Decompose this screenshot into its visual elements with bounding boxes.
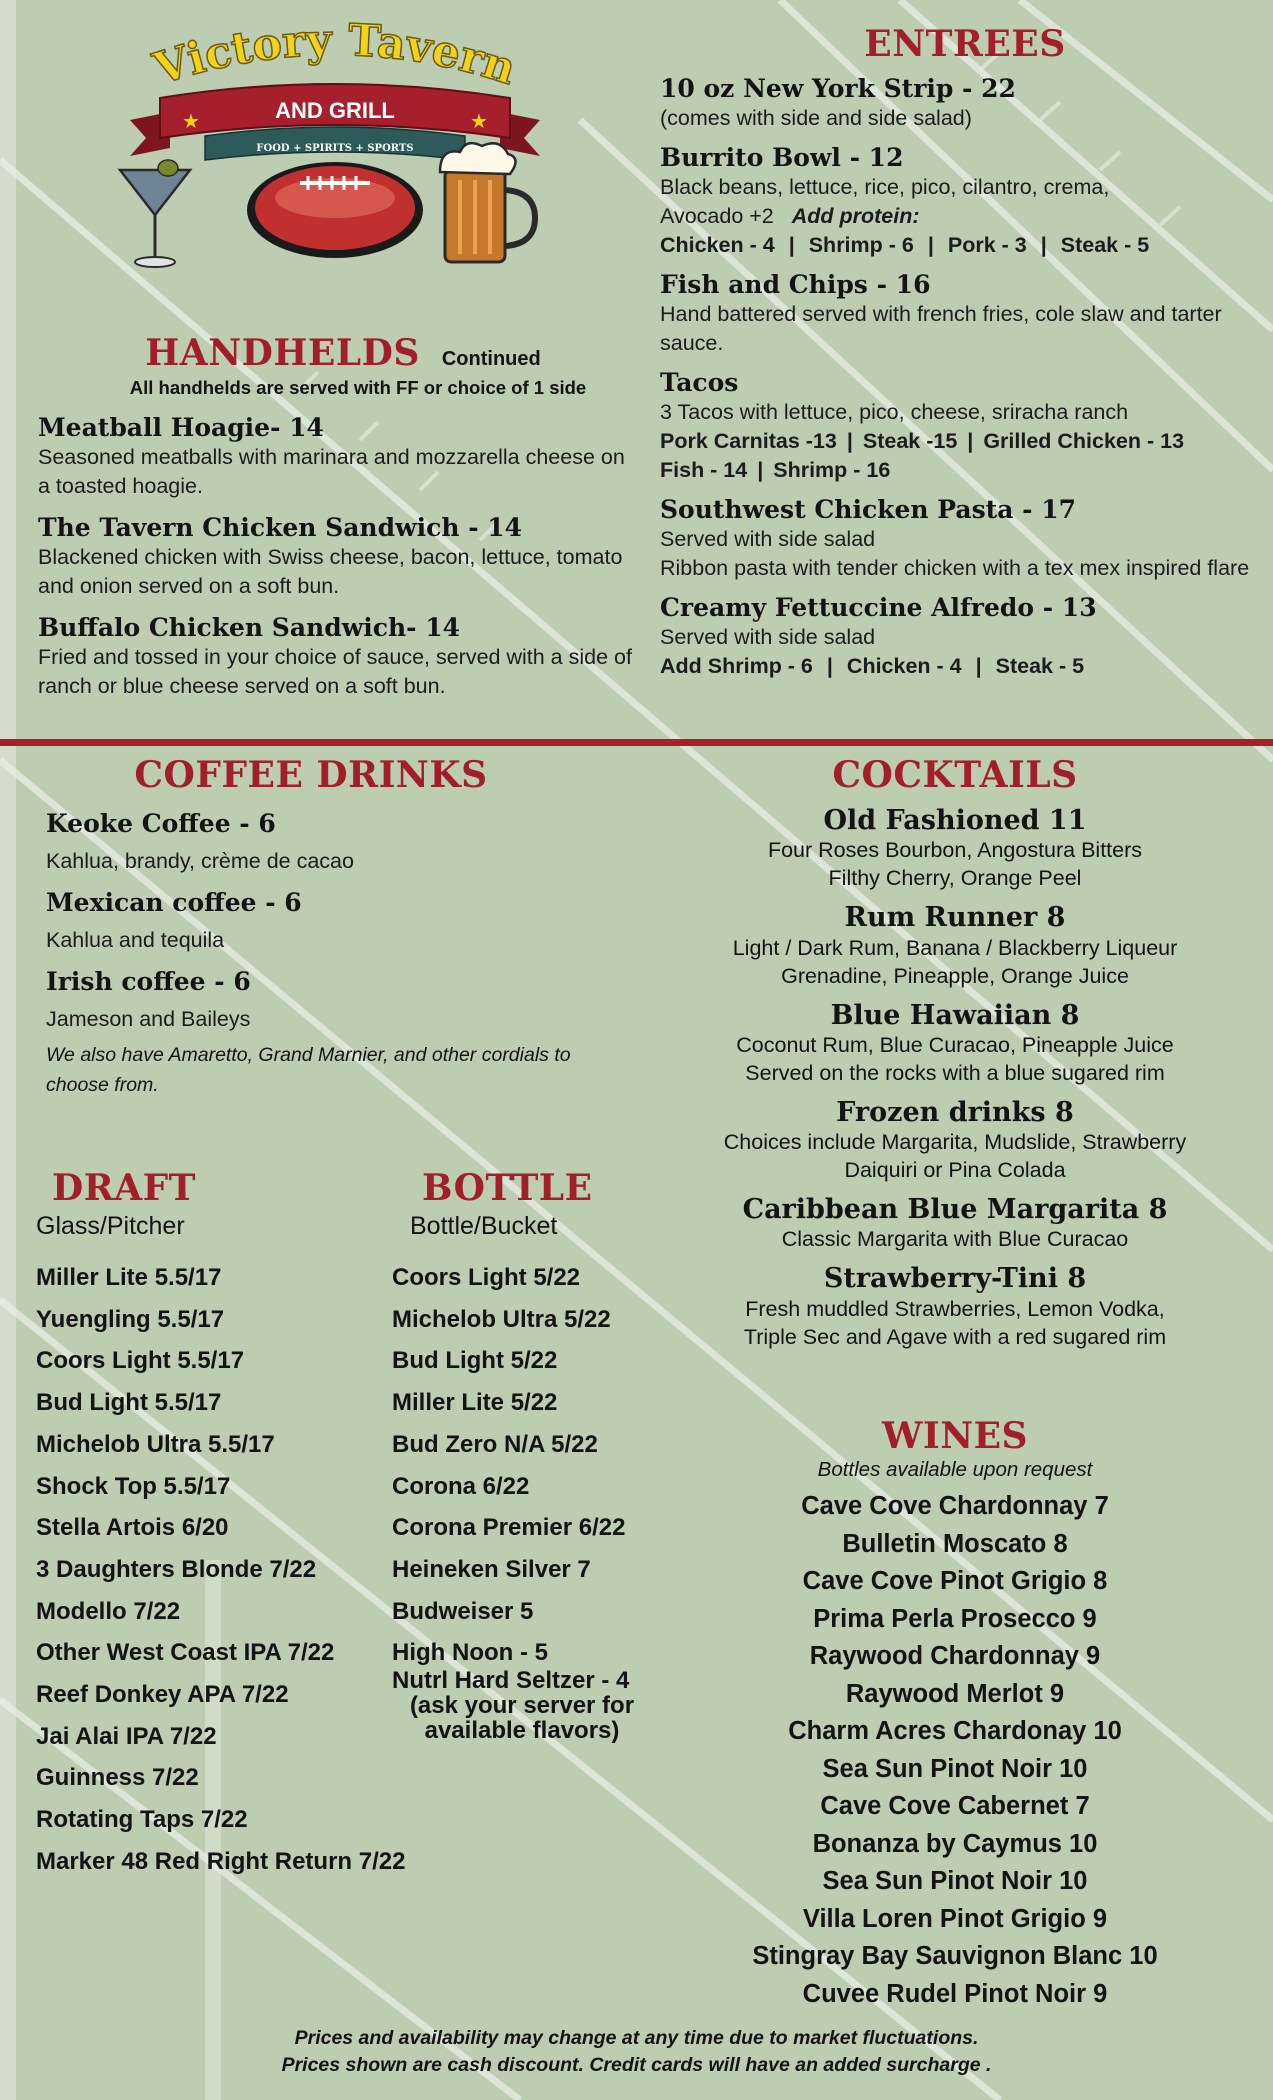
list-item: Budweiser 5 bbox=[392, 1597, 534, 1625]
menu-item bbox=[38, 613, 638, 701]
add-protein-label: Add protein: bbox=[791, 204, 920, 229]
cocktails-title: COCKTAILS bbox=[832, 754, 1078, 796]
cocktails-section bbox=[690, 754, 1220, 1361]
item-name: Caribbean Blue Margarita 8 bbox=[742, 1194, 1168, 1226]
list-item: Bulletin Moscato 8 bbox=[842, 1529, 1068, 1558]
item-name: Burrito Bowl - 12 bbox=[660, 143, 904, 173]
item-name: Creamy Fettuccine Alfredo - 13 bbox=[660, 593, 1097, 623]
list-item: Prima Perla Prosecco 9 bbox=[813, 1604, 1097, 1633]
footer-disclaimer bbox=[0, 2025, 1273, 2080]
logo-title: Victory Tavern bbox=[148, 20, 522, 96]
protein-options bbox=[660, 231, 1260, 260]
item-name: Mexican coffee - 6 bbox=[46, 888, 302, 918]
section-divider bbox=[0, 739, 1273, 746]
menu-item bbox=[690, 902, 1220, 990]
option: Steak -15 bbox=[862, 429, 958, 454]
menu-item bbox=[660, 495, 1260, 583]
item-desc-extra bbox=[660, 202, 1260, 231]
option: Steak - 5 bbox=[1060, 233, 1150, 258]
item-name: The Tavern Chicken Sandwich - 14 bbox=[38, 513, 523, 543]
seltzer-name: Nutrl Hard Seltzer - 4 bbox=[392, 1667, 630, 1695]
list-item: Stella Artois 6/20 bbox=[36, 1514, 229, 1542]
list-item: Michelob Ultra 5/22 bbox=[392, 1305, 611, 1333]
item-desc-line: Triple Sec and Agave with a red sugared rim bbox=[743, 1324, 1167, 1349]
menu-item bbox=[690, 805, 1220, 893]
list-item: Raywood Chardonnay 9 bbox=[809, 1642, 1101, 1670]
menu-item bbox=[660, 74, 1260, 133]
list-item: Miller Lite 5.5/17 bbox=[36, 1264, 222, 1291]
list-item: Bud Zero N/A 5/22 bbox=[392, 1430, 598, 1458]
seltzer-note-line: available flavors) bbox=[424, 1717, 620, 1745]
item-served: Served with side salad bbox=[660, 527, 876, 552]
list-item: Modello 7/22 bbox=[36, 1597, 181, 1625]
item-desc-line: Coconut Rum, Blue Curacao, Pineapple Juice bbox=[736, 1032, 1174, 1057]
taco-options bbox=[660, 427, 1260, 456]
handhelds-section bbox=[38, 332, 638, 713]
list-item: Miller Lite 5/22 bbox=[392, 1389, 558, 1417]
football-icon bbox=[247, 162, 423, 258]
option: Shrimp - 6 bbox=[808, 233, 914, 258]
separator: | bbox=[967, 429, 974, 454]
seltzer-item bbox=[392, 1668, 652, 1744]
menu-item bbox=[690, 1097, 1220, 1185]
option: Pork - 3 bbox=[947, 233, 1027, 258]
item-desc: Black beans, lettuce, rice, pico, cilantro, crema, bbox=[660, 175, 1110, 200]
list-item: Jai Alai IPA 7/22 bbox=[36, 1722, 217, 1750]
martini-glass-icon bbox=[120, 160, 190, 267]
menu-item bbox=[660, 143, 1260, 260]
wines-section bbox=[690, 1415, 1220, 2013]
coffee-title: COFFEE DRINKS bbox=[134, 754, 488, 796]
item-desc: (comes with side and side salad) bbox=[660, 106, 972, 130]
list-item: Corona 6/22 bbox=[392, 1472, 530, 1500]
item-desc: Blackened chicken with Swiss cheese, bacon, lettuce, tomato and onion served on a soft bun. bbox=[38, 545, 623, 599]
handhelds-subtitle: All handhelds are served with FF or choice of 1 side bbox=[129, 377, 587, 398]
menu-item bbox=[46, 888, 646, 955]
draft-title: DRAFT bbox=[52, 1167, 196, 1209]
list-item: 3 Daughters Blonde 7/22 bbox=[36, 1555, 317, 1583]
item-name: Blue Hawaiian 8 bbox=[830, 999, 1080, 1031]
item-desc: 3 Tacos with lettuce, pico, cheese, sriracha ranch bbox=[660, 400, 1129, 425]
coffee-drinks-section bbox=[46, 754, 646, 1100]
item-name: Tacos bbox=[660, 368, 739, 398]
list-item: Bud Light 5/22 bbox=[392, 1347, 558, 1375]
list-item: Sea Sun Pinot Noir 10 bbox=[822, 1867, 1088, 1895]
wine-list bbox=[690, 1488, 1220, 2013]
menu-item bbox=[660, 368, 1260, 485]
separator: | bbox=[826, 654, 833, 679]
handhelds-title: HANDHELDS bbox=[145, 332, 420, 374]
footer-line: Prices shown are cash discount. Credit cards will have an added surcharge . bbox=[281, 2054, 992, 2077]
footer-line: Prices and availability may change at any time due to market fluctuations. bbox=[294, 2027, 979, 2049]
bottle-title: BOTTLE bbox=[422, 1167, 593, 1209]
menu-item bbox=[660, 270, 1260, 358]
bottle-section bbox=[392, 1167, 672, 1745]
svg-text:★: ★ bbox=[470, 109, 488, 133]
item-desc-line: Fresh muddled Strawberries, Lemon Vodka, bbox=[745, 1296, 1165, 1321]
item-desc: Kahlua and tequila bbox=[46, 928, 225, 953]
logo-tagline: FOOD + SPIRITS + SPORTS bbox=[256, 143, 414, 154]
list-item: Rotating Taps 7/22 bbox=[36, 1806, 248, 1834]
item-desc: Kahlua, brandy, crème de cacao bbox=[46, 849, 354, 873]
logo-subtitle: AND GRILL bbox=[275, 98, 395, 123]
separator: | bbox=[1040, 233, 1047, 258]
separator: | bbox=[846, 429, 853, 454]
beer-mug-icon bbox=[440, 143, 535, 262]
item-desc-line: Light / Dark Rum, Banana / Blackberry Liqueur bbox=[732, 935, 1178, 960]
item-name: Rum Runner 8 bbox=[844, 902, 1066, 934]
draft-list bbox=[36, 1257, 436, 1883]
list-item: Heineken Silver 7 bbox=[392, 1555, 591, 1583]
item-name: Strawberry-Tini 8 bbox=[823, 1263, 1087, 1295]
item-name: Buffalo Chicken Sandwich- 14 bbox=[38, 613, 460, 643]
item-name: Irish coffee - 6 bbox=[46, 967, 251, 997]
seltzer-note-line: (ask your server for bbox=[409, 1692, 635, 1720]
list-item: Reef Donkey APA 7/22 bbox=[36, 1681, 289, 1709]
avocado-option: Avocado +2 bbox=[660, 204, 774, 229]
item-desc-line: Filthy Cherry, Orange Peel bbox=[828, 866, 1082, 891]
alfredo-options bbox=[660, 652, 1260, 681]
item-desc-line: Choices include Margarita, Mudslide, Strawberry bbox=[723, 1130, 1187, 1155]
option: Fish - 14 bbox=[660, 458, 748, 483]
menu-item bbox=[38, 513, 638, 601]
handhelds-continued: Continued bbox=[441, 348, 541, 370]
bottle-subtitle: Bottle/Bucket bbox=[410, 1212, 558, 1240]
item-desc-line: Grenadine, Pineapple, Orange Juice bbox=[781, 963, 1129, 988]
separator: | bbox=[757, 458, 764, 483]
list-item: Stingray Bay Sauvignon Blanc 10 bbox=[752, 1942, 1158, 1970]
bottle-list bbox=[392, 1257, 672, 1674]
list-item: Marker 48 Red Right Return 7/22 bbox=[36, 1847, 406, 1875]
separator: | bbox=[927, 233, 934, 258]
item-name: Frozen drinks 8 bbox=[836, 1096, 1074, 1128]
list-item: Cave Cove Chardonnay 7 bbox=[801, 1492, 1109, 1520]
list-item: Coors Light 5/22 bbox=[392, 1264, 581, 1291]
item-desc: Jameson and Baileys bbox=[46, 1007, 251, 1032]
draft-subtitle: Glass/Pitcher bbox=[36, 1212, 185, 1240]
list-item: Other West Coast IPA 7/22 bbox=[36, 1639, 335, 1667]
item-served: Served with side salad bbox=[660, 625, 876, 650]
list-item: Sea Sun Pinot Noir 10 bbox=[822, 1754, 1088, 1783]
list-item: Corona Premier 6/22 bbox=[392, 1514, 626, 1542]
list-item: Cuvee Rudel Pinot Noir 9 bbox=[802, 1979, 1108, 2008]
option: Add Shrimp - 6 bbox=[660, 654, 813, 679]
menu-item bbox=[660, 593, 1260, 681]
item-name: Fish and Chips - 16 bbox=[660, 270, 931, 300]
item-desc: Fried and tossed in your choice of sauce, served with a side of ranch or blue cheese served on a soft bun. bbox=[38, 645, 632, 699]
option: Chicken - 4 bbox=[660, 233, 775, 258]
separator: | bbox=[975, 654, 982, 679]
list-item: Michelob Ultra 5.5/17 bbox=[36, 1430, 275, 1458]
separator: | bbox=[788, 233, 795, 258]
item-desc: Hand battered served with french fries, cole slaw and tarter sauce. bbox=[660, 302, 1222, 356]
option: Chicken - 4 bbox=[846, 654, 962, 679]
list-item: Bud Light 5.5/17 bbox=[36, 1389, 222, 1417]
item-name: Keoke Coffee - 6 bbox=[46, 809, 276, 838]
menu-item bbox=[690, 1194, 1220, 1254]
menu-item bbox=[690, 1000, 1220, 1088]
list-item: Charm Acres Chardonay 10 bbox=[788, 1717, 1122, 1745]
coffee-note: We also have Amaretto, Grand Marnier, and other cordials to choose from. bbox=[46, 1044, 571, 1097]
item-desc-line: Daiquiri or Pina Colada bbox=[844, 1158, 1066, 1183]
wines-subtitle: Bottles available upon request bbox=[817, 1458, 1093, 1481]
menu-item bbox=[46, 967, 646, 1034]
item-name: Meatball Hoagie- 14 bbox=[38, 413, 324, 442]
list-item: Yuengling 5.5/17 bbox=[36, 1305, 225, 1333]
item-desc-line: Classic Margarita with Blue Curacao bbox=[781, 1227, 1129, 1252]
entrees-title: ENTREES bbox=[864, 23, 1066, 65]
menu-item bbox=[38, 413, 638, 501]
option: Steak - 5 bbox=[995, 654, 1085, 679]
item-desc: Ribbon pasta with tender chicken with a tex mex inspired flare bbox=[660, 556, 1250, 581]
list-item: Coors Light 5.5/17 bbox=[36, 1347, 245, 1375]
list-item: High Noon - 5 bbox=[392, 1639, 548, 1667]
item-desc-line: Four Roses Bourbon, Angostura Bitters bbox=[767, 838, 1143, 863]
option: Grilled Chicken - 13 bbox=[983, 429, 1185, 454]
list-item: Guinness 7/22 bbox=[36, 1764, 199, 1792]
draft-section bbox=[36, 1167, 436, 1883]
item-desc: Seasoned meatballs with marinara and mozzarella cheese on a toasted hoagie. bbox=[38, 445, 625, 499]
svg-text:★: ★ bbox=[182, 109, 200, 133]
victory-tavern-logo bbox=[110, 20, 560, 290]
menu-item bbox=[46, 809, 646, 876]
wines-title: WINES bbox=[881, 1415, 1029, 1457]
list-item: Raywood Merlot 9 bbox=[845, 1679, 1065, 1708]
menu-item bbox=[690, 1263, 1220, 1351]
list-item: Shock Top 5.5/17 bbox=[36, 1472, 231, 1500]
item-desc-line: Served on the rocks with a blue sugared rim bbox=[745, 1060, 1165, 1085]
item-name: Southwest Chicken Pasta - 17 bbox=[660, 495, 1077, 525]
item-name: 10 oz New York Strip - 22 bbox=[660, 74, 1016, 103]
list-item: Bonanza by Caymus 10 bbox=[812, 1829, 1098, 1858]
list-item: Villa Loren Pinot Grigio 9 bbox=[802, 1904, 1108, 1933]
option: Shrimp - 16 bbox=[773, 458, 891, 483]
entrees-section bbox=[660, 23, 1260, 691]
list-item: Cave Cove Pinot Grigio 8 bbox=[802, 1567, 1108, 1595]
list-item: Cave Cove Cabernet 7 bbox=[820, 1792, 1090, 1820]
item-name: Old Fashioned 11 bbox=[823, 805, 1087, 836]
option: Pork Carnitas -13 bbox=[660, 429, 837, 454]
taco-options bbox=[660, 456, 1260, 485]
